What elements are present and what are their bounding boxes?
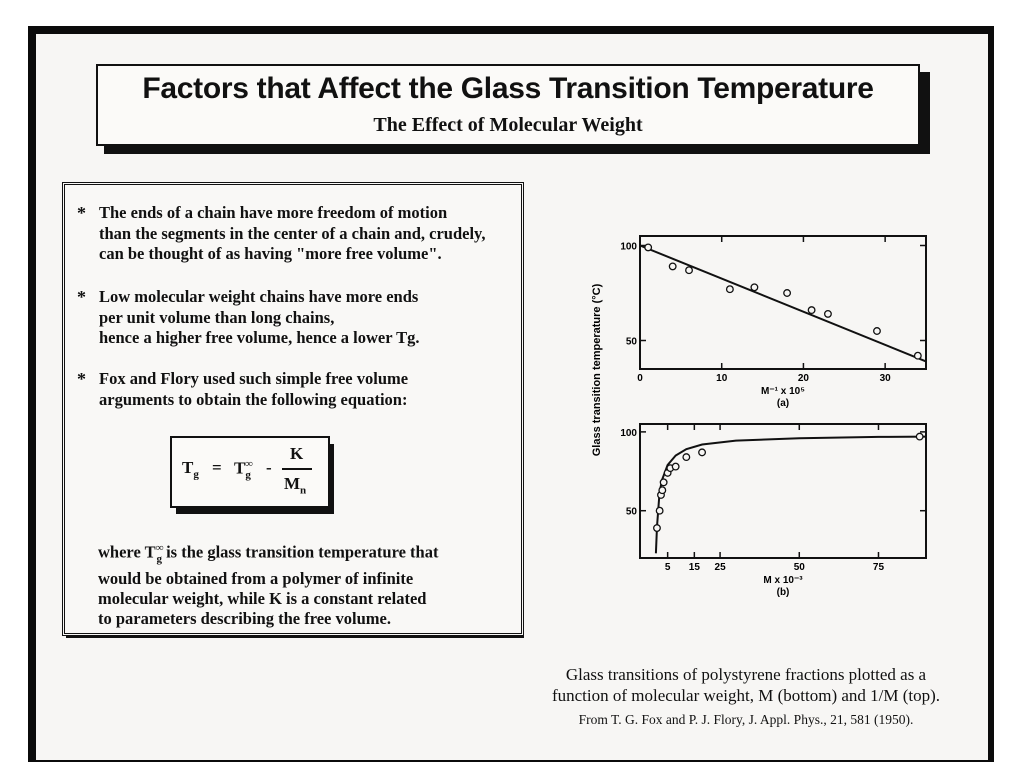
eq-minus: - [266, 458, 272, 477]
data-point [654, 525, 661, 532]
data-point [672, 463, 679, 470]
data-point [699, 449, 706, 456]
y-tick-label: 50 [625, 506, 637, 518]
data-point [751, 284, 758, 291]
fit-line [640, 246, 926, 362]
x-tick-label: 75 [872, 562, 885, 573]
panel-label: (a) [776, 398, 790, 409]
plot-b [620, 424, 926, 598]
x-axis-label: M x 10⁻³ [763, 575, 803, 586]
panel-label: (b) [776, 587, 790, 598]
y-tick-label: 50 [625, 336, 637, 348]
data-point [683, 454, 690, 461]
figure-reference: From T. G. Fox and P. J. Flory, J. Appl. Phys., 21, 581 (1950). [578, 712, 914, 727]
data-point [916, 433, 923, 440]
eq-lhs: $T_g$ [182, 458, 199, 481]
x-tick-label: 10 [716, 373, 728, 384]
data-point [686, 267, 693, 274]
shared-y-axis-label: Glass transition temperature (°C) [591, 283, 603, 457]
plot-a [620, 236, 926, 409]
eq-numerator: K [290, 444, 304, 463]
x-tick-label: 20 [797, 373, 809, 384]
x-tick-label: 5 [664, 562, 671, 573]
data-point [656, 507, 663, 514]
figure-caption: Glass transitions of polystyrene fractions plotted as a function of molecular weight, M (bottom) and 1/M (top). [551, 665, 941, 705]
bullet-text: Fox and Flory used such simple free volume arguments to obtain the following equation: [99, 369, 409, 409]
y-tick-label: 100 [620, 427, 637, 439]
x-tick-label: 30 [879, 373, 891, 384]
fit-curve [656, 437, 926, 554]
data-point [669, 263, 676, 270]
x-tick-label: 0 [637, 373, 643, 384]
data-point [825, 311, 832, 318]
x-tick-label: 25 [714, 562, 726, 573]
data-point [660, 479, 667, 486]
asterisk-icon: * [77, 369, 86, 389]
asterisk-icon: * [77, 287, 86, 307]
x-tick-label: 50 [793, 562, 805, 573]
slide-title: Factors that Affect the Glass Transition Temperature [142, 72, 874, 105]
data-point [784, 290, 791, 297]
bullet-text: Low molecular weight chains have more ends per unit volume than long chains, hence a higher free volume, hence a lower Tg. [99, 287, 420, 347]
x-tick-label: 15 [688, 562, 700, 573]
data-point [659, 487, 666, 494]
bullet-text: The ends of a chain have more freedom of motion than the segments in the center of a chain and, crudely, can be thought of as having "more free volume". [99, 203, 486, 263]
equation-explanation: where $T^\infty_g$ is the glass transition temperature that would be obtained from a polymer of infinite molecular weight, while K is a constant related to parameters describing the free volume. [98, 542, 439, 628]
data-point [645, 244, 652, 251]
slide-subtitle: The Effect of Molecular Weight [373, 114, 643, 136]
eq-denominator: $M_n$ [284, 474, 307, 497]
x-axis-label: M⁻¹ x 10⁵ [761, 386, 805, 397]
data-point [874, 328, 881, 335]
data-point [808, 307, 815, 314]
eq-equals: = [212, 458, 222, 477]
asterisk-icon: * [77, 203, 86, 223]
data-point [915, 352, 922, 359]
y-tick-label: 100 [620, 241, 637, 253]
eq-tg-infinity: $T_g^\infty$ [234, 458, 253, 482]
plot-frame [640, 424, 926, 558]
data-point [727, 286, 734, 293]
